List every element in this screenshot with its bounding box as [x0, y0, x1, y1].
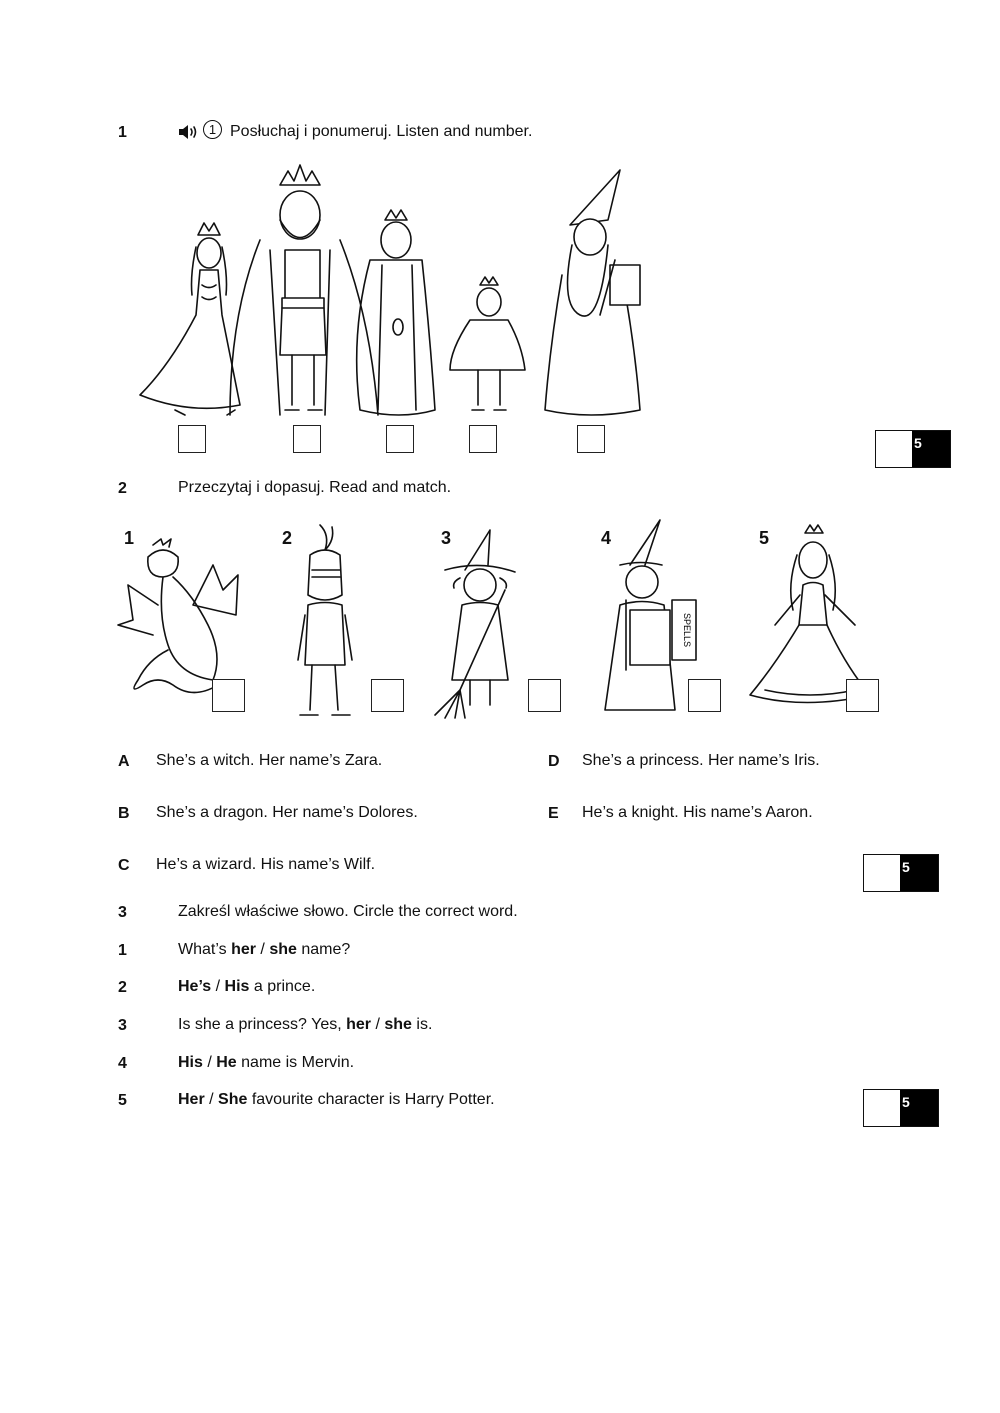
book-label: SPELLS — [682, 612, 692, 648]
item-number-1: 1 — [118, 942, 127, 959]
sentence-text-d: She’s a princess. Her name’s Iris. — [582, 752, 820, 769]
item-text: What’s — [178, 941, 232, 958]
score-box-exercise-2[interactable] — [863, 854, 939, 892]
answer-box-1[interactable] — [178, 425, 206, 453]
sentence-text-e: He’s a knight. His name’s Aaron. — [582, 804, 813, 821]
picture-answer-box-4[interactable] — [688, 679, 721, 712]
item-number-5: 5 — [118, 1092, 127, 1109]
exercise-1-instruction: Posłuchaj i ponumeruj. Listen and number. — [230, 123, 533, 140]
answer-box-4[interactable] — [469, 425, 497, 453]
picture-answer-box-5[interactable] — [846, 679, 879, 712]
item-number-3: 3 — [118, 1017, 127, 1034]
separator: / — [204, 1091, 219, 1108]
word-option[interactable]: He — [216, 1054, 237, 1071]
score-value: 5 — [912, 431, 950, 467]
witch-illustration — [430, 530, 530, 720]
exercise-3-number: 3 — [118, 904, 127, 921]
item-text: favourite character is Harry Potter. — [247, 1091, 495, 1108]
item-number-4: 4 — [118, 1055, 127, 1072]
exercise-1-number: 1 — [118, 124, 127, 141]
exercise-2-number: 2 — [118, 480, 127, 497]
exercise-3-instruction: Zakreśl właściwe słowo. Circle the correct word. — [178, 903, 518, 920]
separator: / — [255, 941, 270, 958]
picture-number-5: 5 — [759, 528, 770, 548]
knight-illustration — [290, 525, 370, 720]
sentence-letter-a: A — [118, 753, 130, 770]
king-figure — [230, 165, 378, 415]
item-text: name? — [296, 941, 351, 958]
sentence-text-a: She’s a witch. Her name’s Zara. — [156, 752, 383, 769]
word-option[interactable]: His — [178, 1054, 203, 1071]
word-option[interactable]: she — [269, 941, 297, 958]
track-number-badge — [203, 120, 222, 139]
item-text: a prince. — [249, 978, 316, 995]
wizard-figure — [545, 170, 640, 415]
word-option[interactable]: She — [218, 1091, 248, 1108]
sentence-text-b: She’s a dragon. Her name’s Dolores. — [156, 804, 418, 821]
item-4 — [178, 1054, 354, 1072]
sentence-letter-b: B — [118, 805, 130, 822]
item-3 — [178, 1016, 432, 1034]
separator: / — [371, 1016, 385, 1033]
picture-answer-box-2[interactable] — [371, 679, 404, 712]
item-text: name is Mervin. — [236, 1054, 355, 1071]
sentence-letter-c: C — [118, 857, 130, 874]
sentence-text-c: He’s a wizard. His name’s Wilf. — [156, 856, 376, 873]
word-option[interactable]: Her — [178, 1091, 205, 1108]
item-text: Is she a princess? Yes, — [178, 1016, 347, 1033]
item-2 — [178, 978, 315, 996]
prince-figure — [450, 277, 525, 410]
score-value: 5 — [900, 855, 938, 891]
score-box-exercise-1[interactable] — [875, 430, 951, 468]
track-number: 1 — [208, 122, 217, 137]
word-option[interactable]: she — [384, 1016, 412, 1033]
picture-answer-box-3[interactable] — [528, 679, 561, 712]
sentence-letter-e: E — [548, 805, 559, 822]
royal-family-illustration — [130, 165, 660, 420]
item-number-2: 2 — [118, 979, 127, 996]
speaker-icon[interactable] — [178, 124, 200, 140]
separator: / — [211, 978, 225, 995]
word-option[interactable]: He’s — [178, 978, 212, 995]
item-1 — [178, 941, 350, 959]
word-option[interactable]: His — [224, 978, 250, 995]
picture-number-2: 2 — [282, 528, 293, 548]
word-option[interactable]: her — [231, 941, 256, 958]
queen-figure — [357, 210, 435, 415]
answer-box-2[interactable] — [293, 425, 321, 453]
picture-number-3: 3 — [441, 528, 452, 548]
sentence-letter-d: D — [548, 753, 560, 770]
item-text: is. — [411, 1016, 433, 1033]
exercise-2-instruction: Przeczytaj i dopasuj. Read and match. — [178, 479, 452, 496]
picture-number-4: 4 — [601, 528, 612, 548]
picture-answer-box-1[interactable] — [212, 679, 245, 712]
answer-box-5[interactable] — [577, 425, 605, 453]
item-5 — [178, 1091, 495, 1109]
answer-box-3[interactable] — [386, 425, 414, 453]
princess-figure — [140, 223, 240, 415]
picture-number-1: 1 — [124, 528, 135, 548]
score-value: 5 — [900, 1090, 938, 1126]
score-box-exercise-3[interactable] — [863, 1089, 939, 1127]
separator: / — [202, 1054, 217, 1071]
word-option[interactable]: her — [346, 1016, 372, 1033]
